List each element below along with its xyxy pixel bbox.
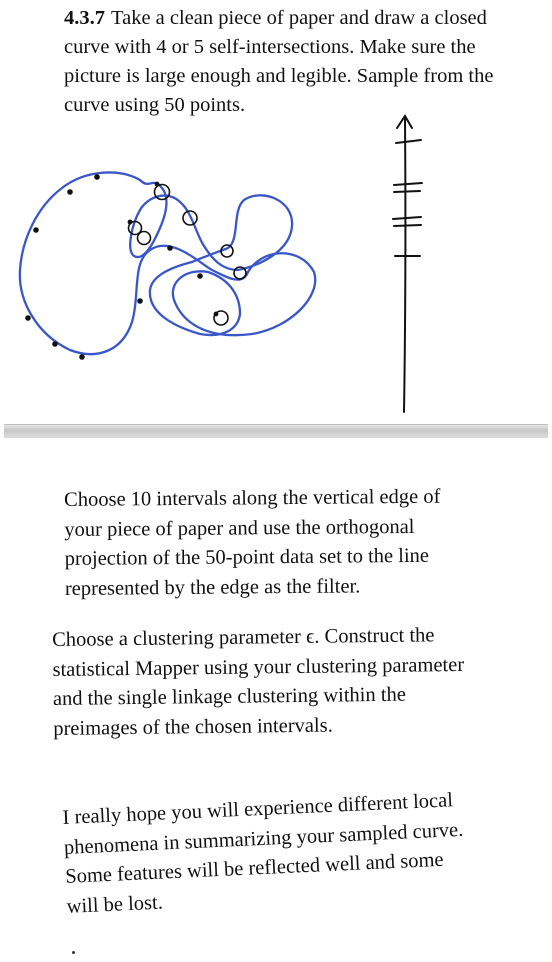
problem-text: Take a clean piece of paper and draw a closed curve with 4 or 5 self-intersections. Make sure the picture is large enough and legible. Sample from the curve using 50 points. bbox=[64, 7, 494, 116]
paragraph-mapper: Choose a clustering parameter ϵ. Construct the statistical Mapper using your clustering parameter and the single linkage clustering within the preimages of the chosen intervals. bbox=[52, 624, 465, 740]
problem-statement bbox=[64, 4, 514, 120]
problem-number: 4.3.7 bbox=[64, 7, 105, 29]
sample-points bbox=[25, 174, 218, 360]
paragraph-intervals: Choose 10 intervals along the vertical edge of your piece of paper and use the orthogonal projection of the 50-point data set to the line represented by the edge as the filter. bbox=[64, 485, 441, 600]
handwritten-curve-sketch bbox=[0, 110, 552, 420]
paragraph-closing: I really hope you will experience different local phenomena in summarizing your sampled curve. Some features will be reflected well and some will be lost. bbox=[62, 789, 464, 918]
stray-dot bbox=[72, 951, 75, 954]
page-divider bbox=[4, 424, 548, 438]
textbook-page bbox=[0, 0, 552, 425]
closed-curve bbox=[20, 172, 315, 354]
vertical-edge-line bbox=[393, 116, 422, 412]
